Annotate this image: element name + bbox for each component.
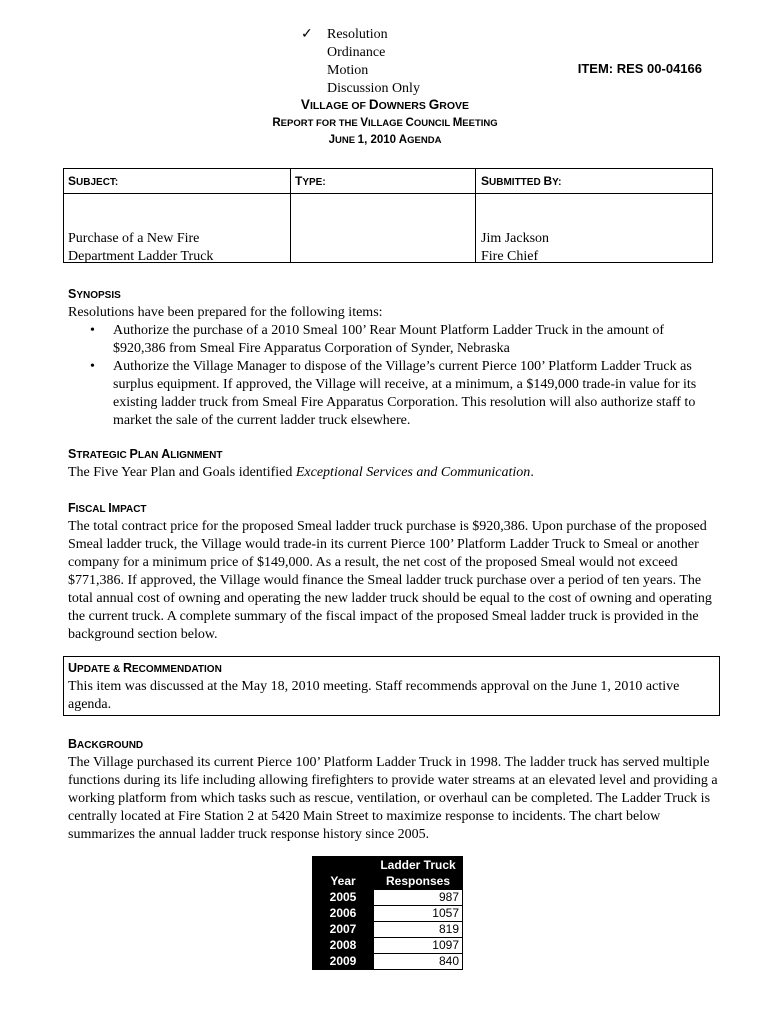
year-cell: 2009: [313, 954, 374, 970]
submitter-title: Fire Chief: [481, 249, 539, 264]
bullet-icon: •: [90, 323, 95, 338]
submitted-by-header: SUBMITTED BY:: [481, 174, 562, 188]
background-text: The Village purchased its current Pierce 100’ Platform Ladder Truck in 1998. The ladder truck has served multiple functions during its life including allowing firefighters to provide water streams at an elevated level and providing a working platform from which tasks such as rescue, ventilation, or overhaul can be completed. The Ladder Truck is centrally located at Fire Station 2 at 5420 Main Street to maximize response to incidents. The chart below summarizes the annual ladder truck response history since 2005.: [68, 755, 718, 842]
responses-cell: 840: [374, 954, 463, 970]
responses-cell: 1057: [374, 906, 463, 922]
table-row: [313, 890, 463, 906]
response-table: [312, 856, 463, 970]
fiscal-text: The total contract price for the proposed Smeal ladder truck purchase is $920,386. Upon purchase of the proposed Smeal ladder truck, the Village would trade-in its current Pierce 100’ Platform Ladder Truck to Smeal or another company for a minimum price of $149,000. As a result, the net cost of the proposed Smeal would not exceed $771,386. If approved, the Village would finance the Smeal ladder truck purchase over a period of ten years. The total annual cost of owning and operating the new ladder truck should be equal to the cost of owning and operating the current truck. A complete summary of the fiscal impact of the proposed Smeal ladder truck is provided in the background section below.: [68, 519, 712, 642]
table-header-row: [313, 857, 463, 890]
table-row: [313, 922, 463, 938]
bullet-icon: •: [90, 359, 95, 374]
update-title: UPDATE & RECOMMENDATION: [68, 661, 222, 675]
year-cell: 2007: [313, 922, 374, 938]
table-row: [313, 938, 463, 954]
type-option-motion: Motion: [327, 63, 369, 78]
strategic-text: The Five Year Plan and Goals identified Exceptional Services and Communication.: [68, 465, 534, 480]
subject-table: [63, 168, 713, 263]
responses-header: Ladder Truck Responses: [374, 857, 463, 890]
responses-cell: 1097: [374, 938, 463, 954]
strategic-section: [68, 446, 718, 482]
table-divider: [475, 169, 476, 262]
type-options: [293, 26, 420, 98]
subject-value: Purchase of a New Fire Department Ladder Truck: [68, 231, 214, 264]
table-row: [313, 954, 463, 970]
item-number: ITEM: RES 00-04166: [577, 61, 702, 76]
synopsis-section: [68, 286, 718, 430]
year-cell: 2006: [313, 906, 374, 922]
year-header: Year: [313, 857, 374, 890]
list-item: • Authorize the Village Manager to dispose of the Village’s current Pierce 100’ Platform Ladder Truck as surplus equipment. If approved, the Village will receive, at a minimum, a $149,000 trade-in value for its existing ladder truck from Smeal Fire Apparatus Corporation. This resolution will also authorize staff to market the sale of the current ladder truck elsewhere.: [90, 359, 697, 428]
table-divider: [290, 169, 291, 262]
type-option-ordinance: Ordinance: [327, 45, 386, 60]
synopsis-list: [68, 322, 718, 430]
table-row: [313, 906, 463, 922]
fiscal-title: FISCAL IMPACT: [68, 501, 147, 515]
type-option-resolution: ✓ Resolution: [293, 26, 420, 44]
synopsis-title: SYNOPSIS: [68, 287, 121, 301]
table-divider: [64, 193, 712, 194]
update-section: [63, 656, 720, 716]
responses-cell: 819: [374, 922, 463, 938]
background-title: BACKGROUND: [68, 737, 144, 751]
subject-header: SUBJECT:: [68, 174, 119, 188]
table-body: [313, 890, 463, 970]
list-item: • Authorize the purchase of a 2010 Smeal 100’ Rear Mount Platform Ladder Truck in the amount of $920,386 from Smeal Fire Apparatus Corporation of Synder, Nebraska: [90, 323, 665, 356]
title-report: REPORT FOR THE VILLAGE COUNCIL MEETING: [272, 117, 498, 129]
background-section: [68, 736, 718, 844]
type-header: TYPE:: [295, 174, 326, 188]
submitter-name: Jim Jackson: [481, 231, 550, 246]
year-cell: 2008: [313, 938, 374, 954]
checkmark-icon: ✓: [301, 27, 313, 42]
submitter-value: [481, 230, 549, 266]
year-cell: 2005: [313, 890, 374, 906]
fiscal-section: [68, 500, 718, 644]
responses-cell: 987: [374, 890, 463, 906]
strategic-title: STRATEGIC PLAN ALIGNMENT: [68, 447, 223, 461]
update-text: This item was discussed at the May 18, 2010 meeting. Staff recommends approval on the June 1, 2010 active agenda.: [68, 679, 680, 712]
report-title: [0, 96, 770, 149]
synopsis-intro: Resolutions have been prepared for the following items:: [68, 305, 383, 320]
title-village: VILLAGE OF DOWNERS GROVE: [300, 97, 470, 112]
title-date: JUNE 1, 2010 AGENDA: [328, 134, 442, 146]
type-option-discussion: Discussion Only: [327, 81, 420, 96]
